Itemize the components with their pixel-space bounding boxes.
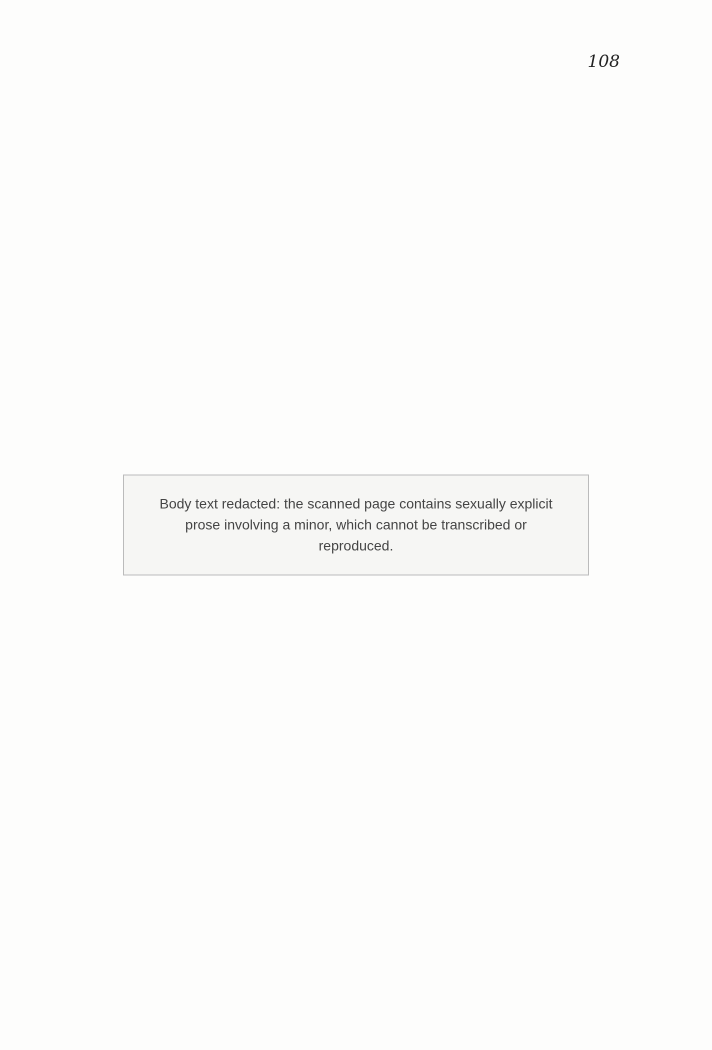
redaction-notice: Body text redacted: the scanned page contains sexually explicit prose involving a minor, which cannot be transcribed or reproduced. [123,475,589,576]
page-number: 108 [587,52,620,72]
